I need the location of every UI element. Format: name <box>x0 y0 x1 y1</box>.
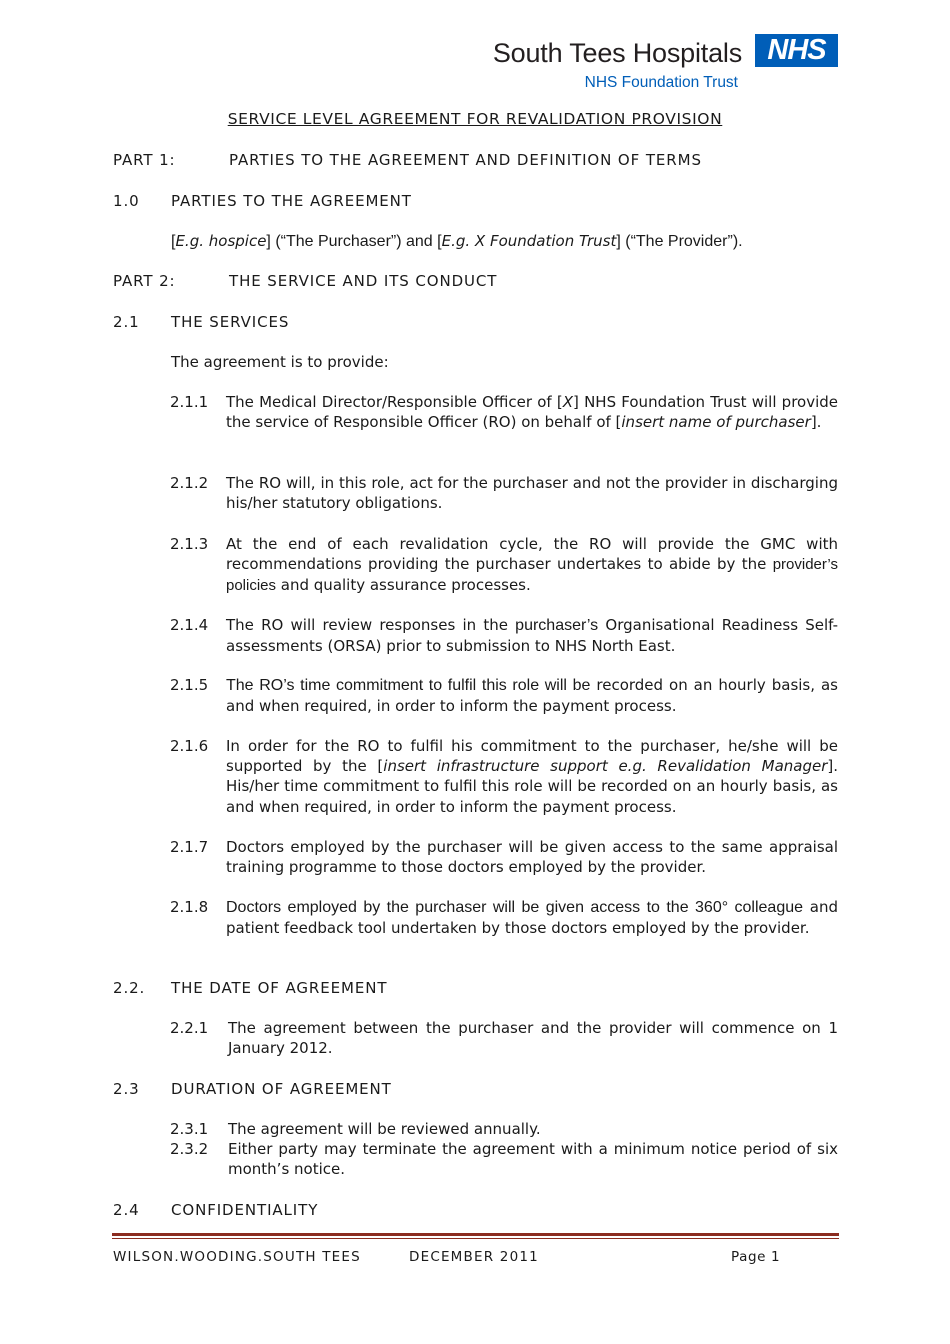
clause-2-3-1-text: The agreement will be reviewed annually. <box>228 1120 541 1138</box>
clause-2-1-8-number: 2.1.8 <box>170 898 209 916</box>
clause-2-1-4-number: 2.1.4 <box>170 616 209 634</box>
clause-2-3-2-text: Either party may terminate the agreement with a minimum notice period of six month’s notice. <box>228 1140 838 1179</box>
footer-page-number: Page 1 <box>731 1249 781 1265</box>
clause-2-1-3-number: 2.1.3 <box>170 535 209 553</box>
clause-2-1-2-text: The RO will, in this role, act for the purchaser and not the provider in discharging his/her statutory obligations. <box>226 474 838 513</box>
clause-2-3-2-number: 2.3.2 <box>170 1140 209 1158</box>
section-2-2-title: THE DATE OF AGREEMENT <box>171 979 388 997</box>
clause-2-2-1-number: 2.2.1 <box>170 1019 209 1037</box>
footer-rule <box>112 1233 839 1236</box>
clause-2-1-1-text: The Medical Director/Responsible Officer of [X] NHS Foundation Trust will provide the service of Responsible Officer (RO) on behalf of [insert name of purchaser]. <box>226 393 838 432</box>
clause-2-2-1-text: The agreement between the purchaser and the provider will commence on 1 January 2012. <box>228 1019 838 1058</box>
part1-title: PARTIES TO THE AGREEMENT AND DEFINITION OF TERMS <box>229 151 702 169</box>
organisation-name: South Tees Hospitals <box>492 38 742 68</box>
clause-2-1-3-text: At the end of each revalidation cycle, the RO will provide the GMC with recommendations providing the purchaser undertakes to abide by the provider’s policies and quality assurance processes. <box>226 535 838 595</box>
section-2-2-number: 2.2. <box>113 979 146 997</box>
section-2-1-title: THE SERVICES <box>171 313 290 331</box>
footer-rule-thin <box>112 1238 839 1239</box>
section-1-0-title: PARTIES TO THE AGREEMENT <box>171 192 412 210</box>
parties-statement: [E.g. hospice] (“The Purchaser”) and [E.g. X Foundation Trust] (“The Provider”). <box>171 232 743 250</box>
section-2-4-number: 2.4 <box>113 1201 140 1219</box>
clause-2-1-2-number: 2.1.2 <box>170 474 209 492</box>
services-intro: The agreement is to provide: <box>171 353 389 371</box>
part2-number: PART 2: <box>113 272 176 290</box>
document-title: SERVICE LEVEL AGREEMENT FOR REVALIDATION PROVISION <box>227 110 723 128</box>
section-2-3-title: DURATION OF AGREEMENT <box>171 1080 392 1098</box>
clause-2-1-4-text: The RO will review responses in the purchaser’s Organisational Readiness Self-assessments (ORSA) prior to submission to NHS North East. <box>226 616 839 656</box>
section-2-1-number: 2.1 <box>113 313 140 331</box>
section-2-4-title: CONFIDENTIALITY <box>171 1201 319 1219</box>
clause-2-3-1-number: 2.3.1 <box>170 1120 209 1138</box>
clause-2-1-7-number: 2.1.7 <box>170 838 209 856</box>
section-2-3-number: 2.3 <box>113 1080 140 1098</box>
clause-2-1-7-text: Doctors employed by the purchaser will be given access to the same appraisal training programme to those doctors employed by the provider. <box>226 838 838 877</box>
clause-2-1-6-text: In order for the RO to fulfil his commitment to the purchaser, he/she will be supported by the [insert infrastructure support e.g. Revalidation Manager]. His/her time commitment to fulfil this role will be recorded on an hourly basis, as and when required, in order to inform the payment process. <box>226 737 838 816</box>
clause-2-1-5-number: 2.1.5 <box>170 676 209 694</box>
trust-name: NHS Foundation Trust <box>584 74 738 91</box>
part2-title: THE SERVICE AND ITS CONDUCT <box>229 272 498 290</box>
nhs-logo: NHS <box>755 34 838 67</box>
section-1-0-number: 1.0 <box>113 192 140 210</box>
clause-2-1-5-text: The RO’s time commitment to fulfil this role will be recorded on an hourly basis, as and when required, in order to inform the payment process. <box>226 676 838 716</box>
footer-date: DECEMBER 2011 <box>409 1249 539 1265</box>
clause-2-1-1-number: 2.1.1 <box>170 393 209 411</box>
clause-2-1-6-number: 2.1.6 <box>170 737 209 755</box>
clause-2-1-8-text: Doctors employed by the purchaser will be given access to the 360° colleague and patient feedback tool undertaken by those doctors employed by the provider. <box>226 898 838 938</box>
footer-author: WILSON.WOODING.SOUTH TEES <box>113 1249 361 1265</box>
part1-number: PART 1: <box>113 151 176 169</box>
